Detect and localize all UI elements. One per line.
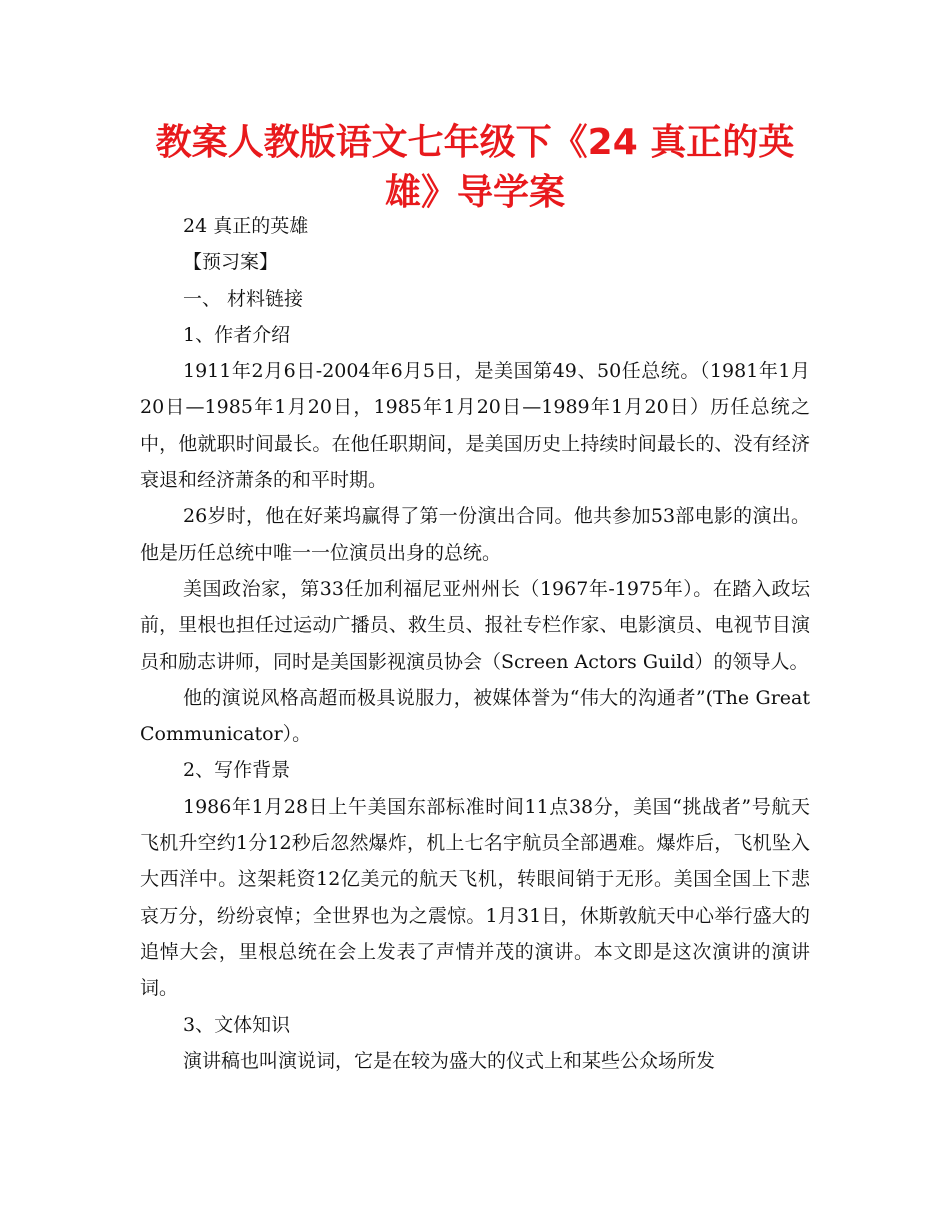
paragraph-background: 1986年1月28日上午美国东部标准时间11点38分，美国“挑战者”号航天飞机升空约1分12秒后忽然爆炸，机上七名宇航员全部遇难。爆炸后，飞机坠入大西洋中。这架耗资12亿美元的航天飞机，转眼间销于无形。美国全国上下悲哀万分，纷纷哀悼；全世界也为之震惊。1月31日，休斯敦航天中心举行盛大的追悼大会，里根总统在会上发表了声情并茂的演讲。本文即是这次演讲的演讲词。 <box>140 795 810 1000</box>
subheading-genre: 3、文体知识 <box>183 1013 291 1036</box>
paragraph-author-4: 他的演说风格高超而极具说服力，被媒体誉为“伟大的沟通者”(The Great Communicator）。 <box>140 686 810 746</box>
paragraph-author-2: 26岁时，他在好莱坞赢得了第一份演出合同。他共参加53部电影的演出。他是历任总统中唯一一位演员出身的总统。 <box>140 505 810 564</box>
subheading-background: 2、写作背景 <box>183 759 291 782</box>
section-heading-preview: 【预习案】 <box>183 251 279 274</box>
section-heading-materials: 一、 材料链接 <box>183 287 304 310</box>
paragraph-author-3: 美国政治家，第33任加利福尼亚州州长（1967年-1975年）。在踏入政坛前，里根也担任过运动广播员、救生员、报社专栏作家、电影演员、电视节目演员和励志讲师，同时是美国影视演员协会（Screen Actors Guild）的领导人。 <box>140 577 810 673</box>
paragraph-genre: 演讲稿也叫演说词，它是在较为盛大的仪式上和某些公众场所发 <box>183 1049 716 1072</box>
paragraph-author-1: 1911年2月6日-2004年6月5日，是美国第49、50任总统。（1981年1月20日—1985年1月20日，1985年1月20日—1989年1月20日）历任总统之中，他就职时间最长。在他任职期间，是美国历史上持续时间最长的、没有经济衰退和经济萧条的和平时期。 <box>140 360 810 492</box>
subheading-author: 1、作者介绍 <box>183 323 291 346</box>
lesson-heading: 24 真正的英雄 <box>183 215 309 237</box>
document-title: 教案人教版语文七年级下《24 真正的英雄》导学案 <box>155 122 795 213</box>
document-body <box>140 208 810 1079</box>
